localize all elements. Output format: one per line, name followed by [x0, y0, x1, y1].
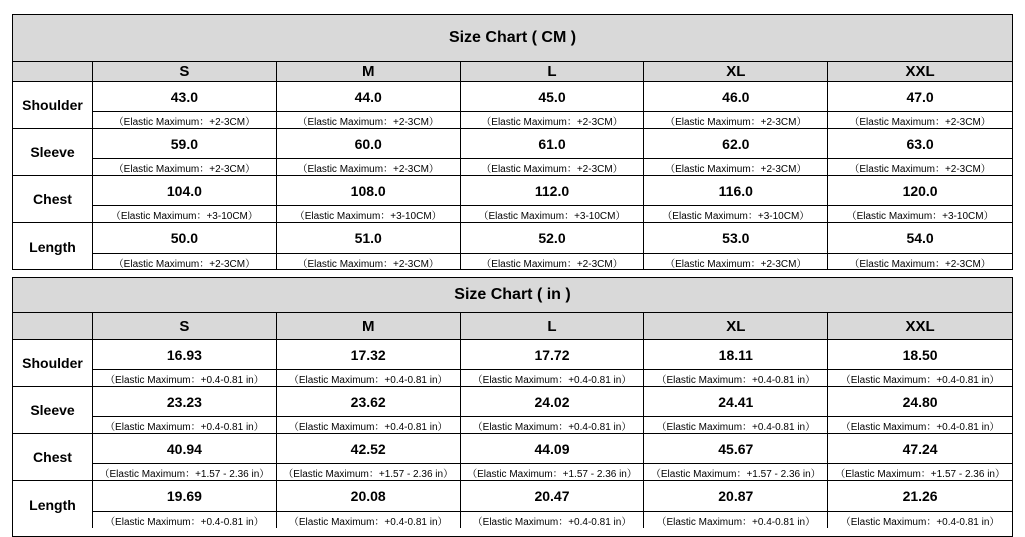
size-header: M — [277, 62, 461, 82]
measurement-value: 47.24 — [828, 434, 1012, 464]
measurement-value: 59.0 — [93, 129, 276, 159]
measurement-cell — [828, 340, 1012, 387]
size-chart-in-table — [12, 277, 1013, 537]
measurement-value: 63.0 — [828, 129, 1012, 159]
row-label: Chest — [13, 434, 93, 481]
measurement-cell — [828, 481, 1012, 528]
elastic-note: （Elastic Maximum：+0.4-0.81 in） — [656, 516, 816, 528]
size-chart-cm-table — [12, 14, 1013, 270]
measurement-value: 104.0 — [93, 176, 276, 206]
measurement-cell — [644, 481, 828, 528]
measurement-cell — [93, 129, 277, 176]
size-header: L — [461, 62, 645, 82]
measurement-cell — [277, 481, 461, 528]
measurement-cell — [828, 223, 1012, 270]
measurement-value: 43.0 — [93, 82, 276, 112]
measurement-value: 20.47 — [461, 481, 644, 512]
measurement-cell — [277, 223, 461, 270]
size-header: S — [93, 62, 277, 82]
measurement-cell — [644, 387, 828, 434]
size-header: XXL — [828, 313, 1012, 340]
size-header: XL — [644, 313, 828, 340]
size-header: M — [277, 313, 461, 340]
measurement-value: 44.0 — [277, 82, 460, 112]
measurement-cell — [93, 340, 277, 387]
measurement-cell — [93, 434, 277, 481]
elastic-note: （Elastic Maximum：+2-3CM） — [849, 116, 991, 128]
measurement-value: 24.02 — [461, 387, 644, 417]
size-grid — [13, 313, 1012, 340]
elastic-note: （Elastic Maximum：+1.57 - 2.36 in） — [99, 468, 270, 480]
measurement-value: 54.0 — [828, 223, 1012, 254]
elastic-note: （Elastic Maximum：+2-3CM） — [481, 163, 623, 175]
measurement-value: 46.0 — [644, 82, 827, 112]
measurement-cell — [828, 434, 1012, 481]
measurement-value: 47.0 — [828, 82, 1012, 112]
measurement-value: 24.80 — [828, 387, 1012, 417]
measurement-cell — [93, 176, 277, 223]
elastic-note: （Elastic Maximum：+3-10CM） — [846, 210, 994, 222]
elastic-note: （Elastic Maximum：+2-3CM） — [113, 258, 256, 270]
elastic-note: （Elastic Maximum：+0.4-0.81 in） — [472, 516, 632, 528]
measurement-value: 61.0 — [461, 129, 644, 159]
measurement-value: 44.09 — [461, 434, 644, 464]
row-label: Length — [13, 481, 93, 528]
measurement-cell — [277, 387, 461, 434]
measurement-value: 20.87 — [644, 481, 827, 512]
measurement-value: 120.0 — [828, 176, 1012, 206]
elastic-note: （Elastic Maximum：+2-3CM） — [297, 116, 439, 128]
measurement-value: 18.50 — [828, 340, 1012, 370]
table-title: Size Chart ( CM ) — [13, 15, 1012, 62]
measurement-cell — [461, 82, 645, 129]
measurement-value: 50.0 — [93, 223, 276, 254]
row-label: Length — [13, 223, 93, 270]
corner-cell — [13, 62, 93, 82]
measurement-cell — [461, 223, 645, 270]
measurement-value: 62.0 — [644, 129, 827, 159]
measurement-value: 116.0 — [644, 176, 827, 206]
elastic-note: （Elastic Maximum：+0.4-0.81 in） — [288, 374, 448, 386]
measurement-value: 17.72 — [461, 340, 644, 370]
measurement-value: 16.93 — [93, 340, 276, 370]
rows-grid — [13, 82, 1012, 270]
measurement-value: 23.23 — [93, 387, 276, 417]
corner-cell — [13, 313, 93, 340]
elastic-note: （Elastic Maximum：+0.4-0.81 in） — [840, 374, 1000, 386]
measurement-cell — [93, 387, 277, 434]
measurement-value: 24.41 — [644, 387, 827, 417]
elastic-note: （Elastic Maximum：+2-3CM） — [297, 163, 439, 175]
elastic-note: （Elastic Maximum：+0.4-0.81 in） — [472, 421, 632, 433]
measurement-cell — [828, 82, 1012, 129]
measurement-cell — [277, 340, 461, 387]
row-label: Shoulder — [13, 82, 93, 129]
elastic-note: （Elastic Maximum：+0.4-0.81 in） — [472, 374, 632, 386]
elastic-note: （Elastic Maximum：+2-3CM） — [849, 258, 991, 270]
measurement-value: 45.0 — [461, 82, 644, 112]
measurement-cell — [461, 340, 645, 387]
measurement-cell — [644, 176, 828, 223]
elastic-note: （Elastic Maximum：+0.4-0.81 in） — [656, 421, 816, 433]
elastic-note: （Elastic Maximum：+1.57 - 2.36 in） — [650, 468, 821, 480]
elastic-note: （Elastic Maximum：+2-3CM） — [113, 163, 256, 175]
size-header: XXL — [828, 62, 1012, 82]
measurement-cell — [644, 129, 828, 176]
size-header: XL — [644, 62, 828, 82]
measurement-cell — [461, 129, 645, 176]
elastic-note: （Elastic Maximum：+3-10CM） — [294, 210, 442, 222]
measurement-value: 18.11 — [644, 340, 827, 370]
elastic-note: （Elastic Maximum：+0.4-0.81 in） — [288, 516, 448, 528]
measurement-cell — [644, 223, 828, 270]
measurement-cell — [461, 434, 645, 481]
measurement-cell — [644, 434, 828, 481]
measurement-cell — [828, 387, 1012, 434]
measurement-value: 20.08 — [277, 481, 460, 512]
measurement-value: 21.26 — [828, 481, 1012, 512]
elastic-note: （Elastic Maximum：+1.57 - 2.36 in） — [283, 468, 454, 480]
elastic-note: （Elastic Maximum：+2-3CM） — [481, 258, 623, 270]
elastic-note: （Elastic Maximum：+2-3CM） — [665, 163, 807, 175]
measurement-value: 51.0 — [277, 223, 460, 254]
measurement-value: 23.62 — [277, 387, 460, 417]
size-header: L — [461, 313, 645, 340]
elastic-note: （Elastic Maximum：+2-3CM） — [297, 258, 439, 270]
size-header: S — [93, 313, 277, 340]
elastic-note: （Elastic Maximum：+0.4-0.81 in） — [288, 421, 448, 433]
measurement-value: 45.67 — [644, 434, 827, 464]
size-grid — [13, 62, 1012, 82]
elastic-note: （Elastic Maximum：+0.4-0.81 in） — [105, 516, 264, 528]
elastic-note: （Elastic Maximum：+0.4-0.81 in） — [105, 421, 264, 433]
elastic-note: （Elastic Maximum：+0.4-0.81 in） — [840, 516, 1000, 528]
measurement-cell — [644, 340, 828, 387]
elastic-note: （Elastic Maximum：+3-10CM） — [110, 210, 258, 222]
elastic-note: （Elastic Maximum：+2-3CM） — [113, 116, 256, 128]
row-label: Chest — [13, 176, 93, 223]
elastic-note: （Elastic Maximum：+2-3CM） — [849, 163, 991, 175]
elastic-note: （Elastic Maximum：+3-10CM） — [478, 210, 626, 222]
measurement-value: 40.94 — [93, 434, 276, 464]
rows-grid — [13, 340, 1012, 528]
measurement-cell — [277, 129, 461, 176]
measurement-cell — [461, 176, 645, 223]
measurement-value: 42.52 — [277, 434, 460, 464]
row-label: Sleeve — [13, 387, 93, 434]
elastic-note: （Elastic Maximum：+2-3CM） — [665, 258, 807, 270]
measurement-cell — [461, 481, 645, 528]
measurement-cell — [277, 82, 461, 129]
elastic-note: （Elastic Maximum：+0.4-0.81 in） — [656, 374, 816, 386]
table-title: Size Chart ( in ) — [13, 278, 1012, 313]
measurement-value: 112.0 — [461, 176, 644, 206]
elastic-note: （Elastic Maximum：+3-10CM） — [662, 210, 810, 222]
measurement-cell — [93, 481, 277, 528]
measurement-value: 108.0 — [277, 176, 460, 206]
measurement-value: 52.0 — [461, 223, 644, 254]
measurement-cell — [93, 82, 277, 129]
measurement-cell — [277, 434, 461, 481]
measurement-value: 19.69 — [93, 481, 276, 512]
elastic-note: （Elastic Maximum：+1.57 - 2.36 in） — [467, 468, 637, 480]
measurement-cell — [461, 387, 645, 434]
measurement-value: 53.0 — [644, 223, 827, 254]
measurement-value: 60.0 — [277, 129, 460, 159]
measurement-cell — [828, 129, 1012, 176]
row-label: Sleeve — [13, 129, 93, 176]
measurement-cell — [277, 176, 461, 223]
elastic-note: （Elastic Maximum：+0.4-0.81 in） — [105, 374, 264, 386]
elastic-note: （Elastic Maximum：+0.4-0.81 in） — [840, 421, 1000, 433]
row-label: Shoulder — [13, 340, 93, 387]
elastic-note: （Elastic Maximum：+2-3CM） — [665, 116, 807, 128]
measurement-value: 17.32 — [277, 340, 460, 370]
measurement-cell — [644, 82, 828, 129]
elastic-note: （Elastic Maximum：+1.57 - 2.36 in） — [835, 468, 1005, 480]
measurement-cell — [93, 223, 277, 270]
measurement-cell — [828, 176, 1012, 223]
elastic-note: （Elastic Maximum：+2-3CM） — [481, 116, 623, 128]
